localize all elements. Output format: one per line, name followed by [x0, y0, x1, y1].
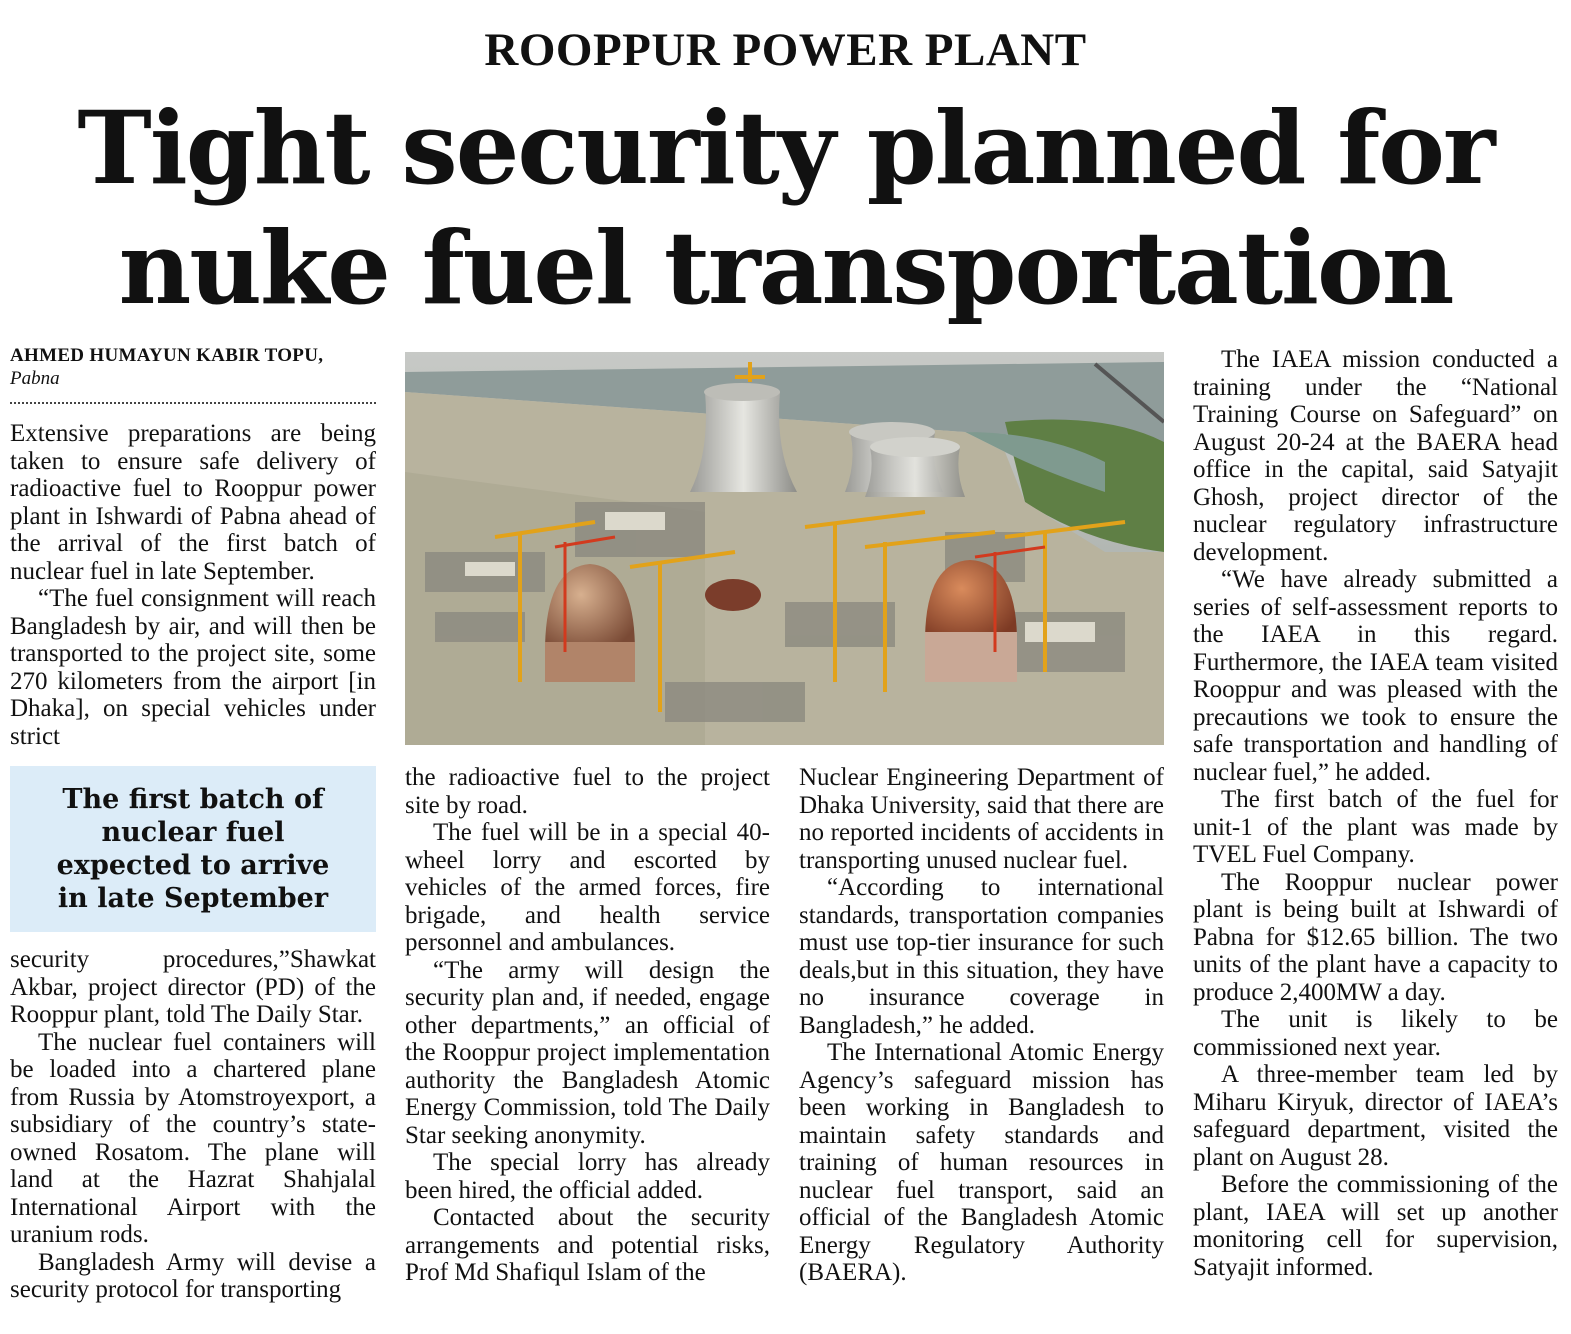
byline-dateline: Pabna: [10, 368, 60, 389]
paragraph: security procedures,”Shawkat Akbar, project director (PD) of the Rooppur plant, told The Daily Star.: [10, 946, 376, 1028]
paragraph: The special lorry has already been hired, the official added.: [405, 1149, 770, 1204]
paragraph: The International Atomic Energy Agency’s safeguard mission has been working in Bangladesh to maintain safety standards and training of human resources in nuclear fuel transport, said an official of the Bangladesh Atomic Energy Regulatory Authority (BAERA).: [799, 1039, 1164, 1286]
article-column-1-top: [10, 420, 376, 750]
byline-author: AHMED HUMAYUN KABIR TOPU,: [10, 345, 324, 366]
paragraph: The nuclear fuel containers will be loaded into a chartered plane from Russia by Atomstroyexport, a subsidiary of the country’s state-owned Rosatom. The plane will land at the Hazrat Shahjalal International Airport with the uranium rods.: [10, 1028, 376, 1248]
paragraph: “We have already submitted a series of self-assessment reports to the IAEA in this regard. Furthermore, the IAEA team visited Rooppur and was pleased with the precautions we took to ensure the safe transportation and handling of nuclear fuel,” he added.: [1193, 566, 1558, 786]
paragraph: Contacted about the security arrangements and potential risks, Prof Md Shafiqul Islam of the: [405, 1204, 770, 1286]
article-column-1-bottom: [10, 946, 376, 1304]
paragraph: Extensive preparations are being taken to ensure safe delivery of radioactive fuel to Rooppur power plant in Ishwardi of Pabna ahead of the arrival of the first batch of nuclear fuel in late September.: [10, 420, 376, 585]
paragraph: Bangladesh Army will devise a security protocol for transporting: [10, 1248, 376, 1303]
pull-quote-box: [10, 766, 376, 932]
headline-line-2: nuke fuel transportation: [118, 209, 1453, 327]
paragraph: The IAEA mission conducted a training under the “National Training Course on Safeguard” on August 20-24 at the BAERA head office in the capital, said Satyajit Ghosh, project director of the nuclear regulatory infrastructure development.: [1193, 346, 1558, 566]
paragraph: the radioactive fuel to the project site by road.: [405, 764, 770, 819]
paragraph: “The fuel consignment will reach Bangladesh by air, and will then be transported to the project site, some 270 kilometers from the airport [in Dhaka], on special vehicles under strict: [10, 585, 376, 750]
power-plant-photo: [405, 352, 1164, 745]
paragraph: Before the commissioning of the plant, IAEA will set up another monitoring cell for supervision, Satyajit informed.: [1193, 1171, 1558, 1281]
paragraph: A three-member team led by Miharu Kiryuk, director of IAEA’s safeguard department, visited the plant on August 28.: [1193, 1061, 1558, 1171]
article-column-2: [405, 764, 770, 1287]
section-kicker: ROOPPUR POWER PLANT: [484, 24, 1087, 76]
paragraph: The first batch of the fuel for unit-1 of the plant was made by TVEL Fuel Company.: [1193, 786, 1558, 868]
paragraph: The fuel will be in a special 40-wheel lorry and escorted by vehicles of the armed forces, fire brigade, and health service personnel and ambulances.: [405, 819, 770, 956]
paragraph: Nuclear Engineering Department of Dhaka University, said that there are no reported incidents of accidents in transporting unused nuclear fuel.: [799, 764, 1164, 874]
headline: [0, 88, 1571, 328]
paragraph: “The army will design the security plan and, if needed, engage other departments,” an official of the Rooppur project implementation authority the Bangladesh Atomic Energy Commission, told The Daily Star seeking anonymity.: [405, 956, 770, 1149]
paragraph: The Rooppur nuclear power plant is being built at Ishwardi of Pabna for $12.65 billion. The two units of the plant have a capacity to produce 2,400MW a day.: [1193, 868, 1558, 1006]
byline-divider: [10, 402, 376, 404]
headline-line-1: Tight security planned for: [77, 89, 1494, 207]
pull-quote-text: The first batch of nuclear fuel expected to arrive in late September: [56, 784, 330, 914]
article-column-4: [1193, 346, 1558, 1281]
paragraph: “According to international standards, transportation companies must use top-tier insurance for such deals,but in this situation, they have no insurance coverage in Bangladesh,” he added.: [799, 874, 1164, 1039]
article-column-3: [799, 764, 1164, 1287]
byline: [10, 344, 376, 390]
paragraph: The unit is likely to be commissioned next year.: [1193, 1006, 1558, 1061]
